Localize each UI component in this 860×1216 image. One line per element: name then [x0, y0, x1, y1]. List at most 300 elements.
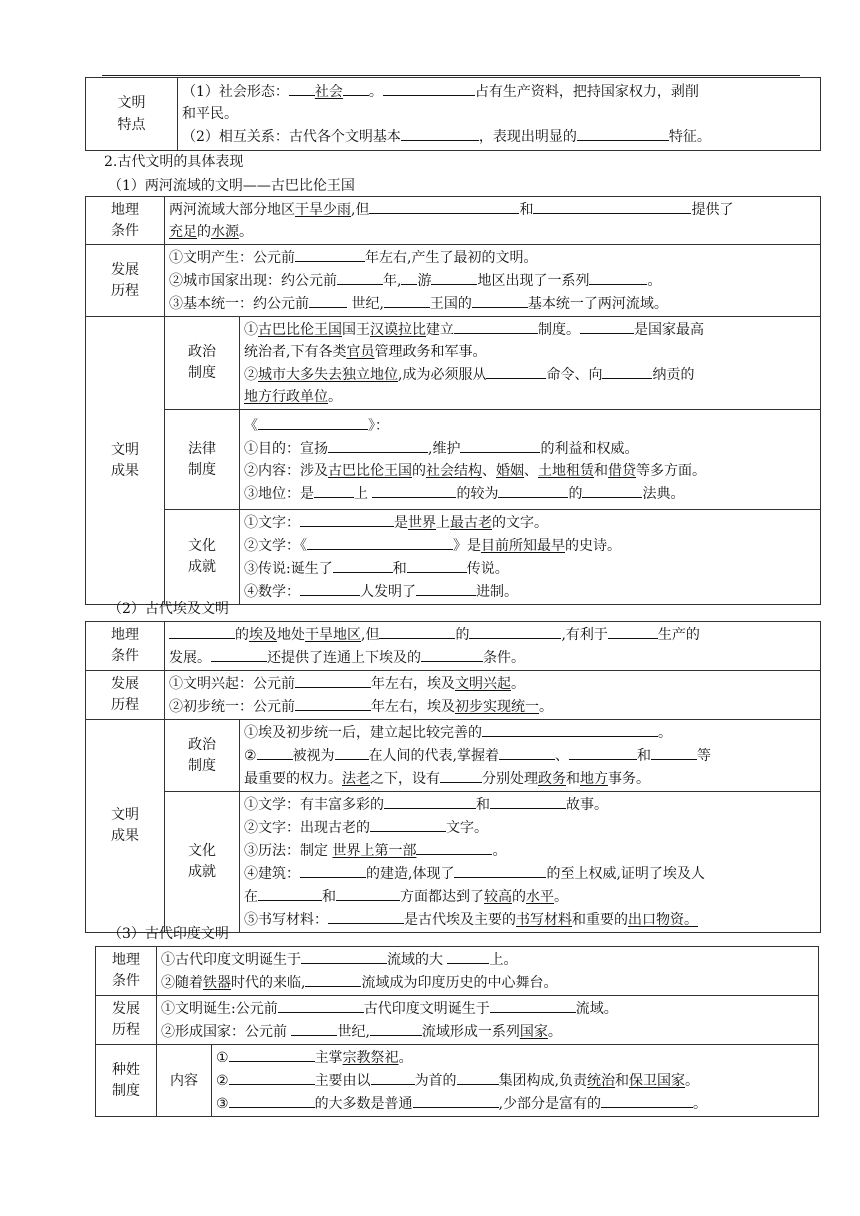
- section-title-india: （3）古代印度文明: [108, 926, 229, 942]
- india-caste-content: [212, 1045, 819, 1117]
- text-segment: 、: [524, 463, 538, 479]
- content-line: [244, 862, 816, 885]
- answer-blank: [472, 292, 528, 308]
- answer-blank: [258, 885, 322, 901]
- answer-blank: [301, 948, 387, 964]
- section-title-mesopotamia: （1）两河流域的文明——古巴比伦王国: [108, 178, 355, 194]
- content-line: [244, 460, 816, 482]
- text-segment: 地方行政单位: [244, 389, 328, 405]
- text-segment: 铁器: [203, 975, 231, 991]
- egypt-cul-content: [240, 792, 821, 933]
- text-segment: 游: [417, 273, 432, 289]
- text-segment: 婚姻: [496, 463, 524, 479]
- text-segment: 的较为: [456, 486, 499, 502]
- answer-blank: [328, 908, 404, 924]
- answer-blank: [582, 482, 642, 498]
- text-segment: 制度。: [538, 322, 580, 338]
- egypt-cul-label: 文化 成就: [165, 792, 240, 933]
- text-segment: 最古老: [450, 515, 492, 531]
- answer-blank: [229, 1092, 315, 1108]
- text-segment: ①: [244, 322, 258, 338]
- text-segment: 地区出现了一系列: [477, 273, 590, 289]
- egypt-geo-content: [165, 622, 821, 671]
- features-line-1b: 和平民。: [182, 106, 238, 122]
- meso-pol-label: 政治 制度: [165, 317, 240, 410]
- answer-blank: [370, 1020, 422, 1036]
- egypt-pol-label: 政治 制度: [165, 720, 240, 792]
- text-segment: 上: [436, 515, 450, 531]
- content-line: [244, 482, 816, 505]
- text-segment: ①: [216, 1050, 229, 1066]
- text-segment: 。: [511, 676, 525, 692]
- text-segment: 和: [566, 771, 580, 787]
- meso-dev-label: 发展 历程: [86, 245, 165, 317]
- text-segment: 年左右,产生了最初的文明。: [365, 250, 538, 266]
- text-segment: 古巴比伦王国: [258, 322, 342, 338]
- text-segment: ,维护: [428, 441, 461, 457]
- content-line: [169, 221, 816, 243]
- answer-blank: [295, 672, 371, 688]
- answer-blank: [295, 695, 371, 711]
- text-segment: ②随着: [161, 975, 203, 991]
- text-segment: 之下，设有: [370, 771, 440, 787]
- text-segment: 埃及: [249, 627, 277, 643]
- answer-blank: [289, 80, 315, 96]
- text-segment: 目前所知最早: [481, 538, 565, 554]
- text-segment: ②: [244, 367, 258, 383]
- text-segment: ①文学：有丰富多彩的: [244, 797, 384, 813]
- egypt-table: [85, 621, 821, 933]
- text-segment: 国王: [342, 322, 370, 338]
- text-segment: 。: [398, 1050, 413, 1066]
- text-segment: ②内容：涉及: [244, 463, 328, 479]
- text-segment: 方面都达到了: [400, 889, 484, 905]
- text-segment: ①埃及初步统一后，建立起比较完善的: [244, 725, 482, 741]
- text-segment: 的: [412, 463, 426, 479]
- text-segment: ②初步统一：公元前: [169, 699, 295, 715]
- content-line: [244, 908, 816, 931]
- text-segment: 被视为: [292, 748, 335, 764]
- text-segment: 的大多数是普通: [314, 1096, 413, 1112]
- text-segment: ③: [216, 1096, 229, 1112]
- india-caste-sub-label: 内容: [157, 1045, 212, 1117]
- text-segment: 世界上第一部: [332, 843, 417, 859]
- text-segment: 两河流域大部分地区: [169, 202, 295, 218]
- answer-blank: [300, 580, 360, 596]
- text-segment: 和: [615, 1073, 630, 1089]
- answer-blank: [499, 744, 555, 760]
- text-segment: ,但: [361, 627, 380, 643]
- content-line: [244, 386, 816, 408]
- text-segment: 和重要的: [572, 912, 628, 928]
- text-segment: 流域成为印度历史的中心舞台。: [361, 975, 558, 991]
- text-segment: 借贷: [608, 463, 636, 479]
- content-line: [244, 767, 816, 790]
- text-segment: （1）社会形态：: [182, 84, 289, 100]
- features-label: 文明 特点: [86, 78, 178, 151]
- text-segment: 城市大多失去独立地位: [258, 367, 398, 383]
- answer-blank: [421, 646, 483, 662]
- text-segment: ②: [216, 1073, 229, 1089]
- text-segment: ⑤书写材料：: [244, 912, 328, 928]
- text-segment: 和: [519, 202, 534, 218]
- text-segment: 上: [354, 486, 368, 502]
- answer-blank: [307, 534, 453, 550]
- text-segment: 古代印度文明诞生于: [363, 1001, 490, 1017]
- answer-blank: [169, 623, 235, 639]
- text-segment: 。: [539, 699, 553, 715]
- meso-ach-label: 文明 成果: [86, 317, 165, 605]
- text-segment: 分别处理: [482, 771, 538, 787]
- text-segment: ，表现出明显的: [478, 129, 577, 145]
- text-segment: ①文明诞生:公元前: [161, 1001, 278, 1017]
- answer-blank: [314, 482, 354, 498]
- answer-blank: [379, 623, 455, 639]
- content-line: [169, 246, 816, 269]
- text-segment: 纳贡的: [652, 367, 695, 383]
- answer-blank: [369, 198, 519, 214]
- text-segment: 主要由以: [314, 1073, 371, 1089]
- text-segment: 条件。: [483, 650, 525, 666]
- text-segment: 上。: [489, 952, 518, 968]
- content-line: [244, 839, 816, 862]
- text-segment: 。: [239, 224, 253, 240]
- egypt-dev-content: [165, 671, 821, 720]
- text-segment: 。: [685, 1073, 700, 1089]
- text-segment: 故事。: [566, 797, 608, 813]
- content-line: [244, 318, 816, 341]
- content-line: [244, 885, 816, 908]
- text-segment: 的: [512, 889, 526, 905]
- text-segment: 国家: [519, 1024, 548, 1040]
- text-segment: 王国的: [429, 296, 472, 312]
- text-segment: 的利益和权威。: [540, 441, 639, 457]
- answer-blank: [569, 744, 637, 760]
- answer-blank: [229, 1069, 315, 1085]
- answer-blank: [309, 292, 347, 308]
- answer-blank: [336, 885, 400, 901]
- text-segment: 法老: [342, 771, 370, 787]
- text-segment: （2）相互关系：古代各个文明基本: [182, 129, 401, 145]
- text-segment: 基本统一了两河流域。: [527, 296, 668, 312]
- text-segment: 世界: [408, 515, 436, 531]
- answer-blank: [333, 557, 393, 573]
- answer-blank: [407, 557, 467, 573]
- text-segment: 保卫国家: [629, 1073, 686, 1089]
- text-segment: ,成为必须服从: [398, 367, 487, 383]
- egypt-pol-content: [240, 720, 821, 792]
- content-line: [216, 1069, 814, 1092]
- answer-blank: [343, 80, 369, 96]
- meso-geo-content: [165, 197, 821, 245]
- text-segment: 水源: [211, 224, 239, 240]
- egypt-geo-label: 地理 条件: [86, 622, 165, 671]
- content-line: [161, 1020, 814, 1043]
- text-segment: ,但: [351, 202, 370, 218]
- answer-blank: [258, 414, 368, 430]
- answer-blank: [211, 646, 267, 662]
- text-segment: 干旱地区: [305, 627, 361, 643]
- text-segment: 地方: [580, 771, 608, 787]
- answer-blank: [335, 744, 369, 760]
- content-line: [244, 414, 816, 437]
- content-line: [244, 363, 816, 386]
- text-segment: 地处: [277, 627, 305, 643]
- answer-blank: [498, 482, 568, 498]
- answer-blank: [413, 1092, 499, 1108]
- text-segment: 时代的来临,: [231, 975, 306, 991]
- content-line: [244, 744, 816, 767]
- text-segment: 干旱少雨: [295, 202, 351, 218]
- text-segment: 。: [547, 1024, 562, 1040]
- text-segment: 的建造,体现了: [366, 866, 455, 882]
- text-segment: 流域。: [575, 1001, 618, 1017]
- answer-blank: [601, 1092, 693, 1108]
- content-line: [244, 511, 816, 534]
- text-segment: 的: [568, 486, 583, 502]
- answer-blank: [651, 744, 697, 760]
- answer-blank: [447, 948, 489, 964]
- text-segment: 。: [647, 273, 662, 289]
- text-segment: 的: [235, 627, 249, 643]
- text-segment: 等: [697, 748, 712, 764]
- text-segment: 的史诗。: [565, 538, 621, 554]
- answer-blank: [300, 511, 394, 527]
- answer-blank: [490, 997, 576, 1013]
- text-segment: 进制。: [476, 584, 518, 600]
- answer-blank: [337, 269, 383, 285]
- content-line: [244, 534, 816, 557]
- answer-blank: [371, 1069, 415, 1085]
- civilization-features-table: [85, 77, 821, 151]
- text-segment: 是国家最高: [634, 322, 704, 338]
- text-segment: ②: [244, 748, 257, 764]
- text-segment: 初步实现统一: [455, 699, 539, 715]
- text-segment: 政务: [538, 771, 566, 787]
- answer-blank: [580, 318, 634, 334]
- section-title-egypt: （2）古代埃及文明: [108, 601, 229, 617]
- text-segment: 是古代埃及主要的: [404, 912, 516, 928]
- answer-blank: [384, 292, 430, 308]
- text-segment: 发展。: [169, 650, 211, 666]
- content-line: [169, 269, 816, 292]
- meso-cul-label: 文化 成就: [165, 510, 240, 605]
- text-segment: 文明兴起: [455, 676, 511, 692]
- content-line: [169, 198, 816, 221]
- text-segment: ①文字：: [244, 515, 300, 531]
- answer-blank: [305, 971, 361, 987]
- text-segment: 充足: [169, 224, 197, 240]
- text-segment: 》：: [368, 418, 389, 434]
- content-line: [216, 1092, 814, 1115]
- content-line: [161, 948, 814, 971]
- content-line: [161, 971, 814, 994]
- answer-blank: [454, 318, 538, 334]
- text-segment: 的: [455, 627, 470, 643]
- text-segment: 和: [637, 748, 652, 764]
- answer-blank: [401, 125, 479, 141]
- content-line: [169, 292, 816, 315]
- text-segment: 流域形成一系列: [421, 1024, 520, 1040]
- answer-blank: [602, 363, 652, 379]
- text-segment: 。: [492, 843, 507, 859]
- text-segment: 世纪,: [337, 1024, 370, 1040]
- text-segment: ②形成国家：公元前: [161, 1024, 292, 1040]
- answer-blank: [383, 80, 475, 96]
- text-segment: 汉谟拉比: [370, 322, 426, 338]
- text-segment: 和: [476, 797, 490, 813]
- answer-blank: [460, 437, 540, 453]
- text-segment: 官员: [346, 344, 375, 360]
- text-segment: 水平: [526, 889, 554, 905]
- answer-blank: [482, 721, 658, 737]
- text-segment: 的: [197, 224, 211, 240]
- answer-blank: [370, 816, 446, 832]
- text-segment: 等多方面。: [636, 463, 706, 479]
- answer-blank: [278, 997, 364, 1013]
- text-segment: 和: [594, 463, 608, 479]
- mesopotamia-table: [85, 196, 821, 605]
- content-line: [244, 793, 816, 816]
- text-segment: ④数学：: [244, 584, 300, 600]
- features-content: [178, 78, 821, 151]
- text-segment: ①目的：宣扬: [244, 441, 328, 457]
- answer-blank: [416, 839, 492, 855]
- egypt-dev-label: 发展 历程: [86, 671, 165, 720]
- meso-pol-content: [240, 317, 821, 410]
- text-segment: ①古代印度文明诞生于: [161, 952, 301, 968]
- text-segment: ①文明兴起：公元前: [169, 676, 295, 692]
- text-segment: 较高: [484, 889, 512, 905]
- text-segment: 古巴比伦王国: [328, 463, 412, 479]
- text-segment: 在: [244, 889, 258, 905]
- content-line: [244, 557, 816, 580]
- text-segment: 命令、向: [546, 367, 603, 383]
- answer-blank: [401, 269, 417, 285]
- answer-blank: [589, 269, 647, 285]
- content-line: [244, 721, 816, 744]
- answer-blank: [490, 793, 566, 809]
- meso-geo-label: 地理 条件: [86, 197, 165, 245]
- text-segment: 的至上权威,证明了埃及人: [546, 866, 705, 882]
- text-segment: ③基本统一：约公元前: [169, 296, 309, 312]
- meso-law-label: 法律 制度: [165, 410, 240, 510]
- meso-law-content: [240, 410, 821, 510]
- india-dev-content: [157, 996, 819, 1045]
- text-segment: 年,: [383, 273, 402, 289]
- text-segment: 文字。: [446, 820, 488, 836]
- text-segment: 世纪,: [347, 296, 384, 312]
- text-segment: 是: [394, 515, 408, 531]
- text-segment: 出口物资。: [628, 912, 698, 928]
- answer-blank: [416, 580, 476, 596]
- section-heading-2: 2.古代文明的具体表现: [104, 154, 244, 170]
- india-geo-label: 地理 条件: [96, 947, 157, 996]
- text-segment: ③传说:诞生了: [244, 561, 333, 577]
- india-caste-label: 种姓 制度: [96, 1045, 157, 1117]
- text-segment: 传说。: [466, 561, 509, 577]
- text-segment: 、: [555, 748, 570, 764]
- text-segment: 年左右，埃及: [371, 699, 455, 715]
- answer-blank: [291, 1020, 337, 1036]
- text-segment: 人发明了: [360, 584, 416, 600]
- text-segment: 宗教祭祀: [342, 1050, 399, 1066]
- text-segment: 流域的大: [387, 952, 448, 968]
- india-dev-label: 发展 历程: [96, 996, 157, 1045]
- answer-blank: [577, 125, 669, 141]
- text-segment: 法典。: [642, 486, 685, 502]
- text-segment: 生产的: [657, 627, 700, 643]
- text-segment: 社会结构: [426, 463, 482, 479]
- meso-cul-content: [240, 510, 821, 605]
- text-segment: 占有生产资料，把持国家权力，剥削: [474, 84, 699, 100]
- content-line: [169, 646, 816, 669]
- answer-blank: [328, 437, 428, 453]
- text-segment: 。: [368, 84, 383, 100]
- text-segment: ②城市国家出现：约公元前: [169, 273, 337, 289]
- text-segment: 。: [693, 1096, 708, 1112]
- content-line: [244, 437, 816, 460]
- text-segment: ,有利于: [561, 627, 608, 643]
- text-segment: 土地租赁: [538, 463, 594, 479]
- text-segment: ①文明产生：公元前: [169, 250, 295, 266]
- text-segment: 建立: [426, 322, 454, 338]
- text-segment: 最重要的权力。: [244, 771, 342, 787]
- text-segment: ④建筑：: [244, 866, 300, 882]
- content-line: [169, 672, 816, 695]
- answer-blank: [257, 744, 293, 760]
- text-segment: 还提供了连通上下埃及的: [267, 650, 421, 666]
- answer-blank: [431, 269, 477, 285]
- top-rule: [102, 75, 800, 76]
- text-segment: 和: [392, 561, 407, 577]
- text-segment: ②文学：《: [244, 538, 307, 554]
- meso-dev-content: [165, 245, 821, 317]
- answer-blank: [384, 793, 476, 809]
- answer-blank: [469, 623, 561, 639]
- text-segment: 》是: [453, 538, 481, 554]
- text-segment: 为首的: [414, 1073, 457, 1089]
- text-segment: 社会: [314, 84, 343, 100]
- india-table: [95, 946, 819, 1117]
- text-segment: 在人间的代表,掌握着: [368, 748, 500, 764]
- text-segment: 。: [658, 725, 672, 741]
- india-geo-content: [157, 947, 819, 996]
- text-segment: 特征。: [668, 129, 711, 145]
- content-line: [244, 816, 816, 839]
- text-segment: 。: [554, 889, 568, 905]
- content-line: [216, 1046, 814, 1069]
- features-line-2: [182, 125, 816, 148]
- text-segment: 管理政务和军事。: [374, 344, 487, 360]
- text-segment: ③历法：制定: [244, 843, 333, 859]
- content-line: [161, 997, 814, 1020]
- answer-blank: [457, 1069, 499, 1085]
- features-line-1: [182, 80, 816, 103]
- answer-blank: [295, 246, 365, 262]
- egypt-ach-label: 文明 成果: [86, 720, 165, 933]
- text-segment: 《: [244, 418, 258, 434]
- text-segment: 的文字。: [492, 515, 548, 531]
- answer-blank: [533, 198, 691, 214]
- text-segment: ③地位：是: [244, 486, 314, 502]
- text-segment: 和: [322, 889, 336, 905]
- content-line: [244, 580, 816, 603]
- text-segment: 主掌: [314, 1050, 343, 1066]
- text-segment: 集团构成,负责: [498, 1073, 588, 1089]
- text-segment: 事务。: [608, 771, 650, 787]
- text-segment: 统治: [587, 1073, 616, 1089]
